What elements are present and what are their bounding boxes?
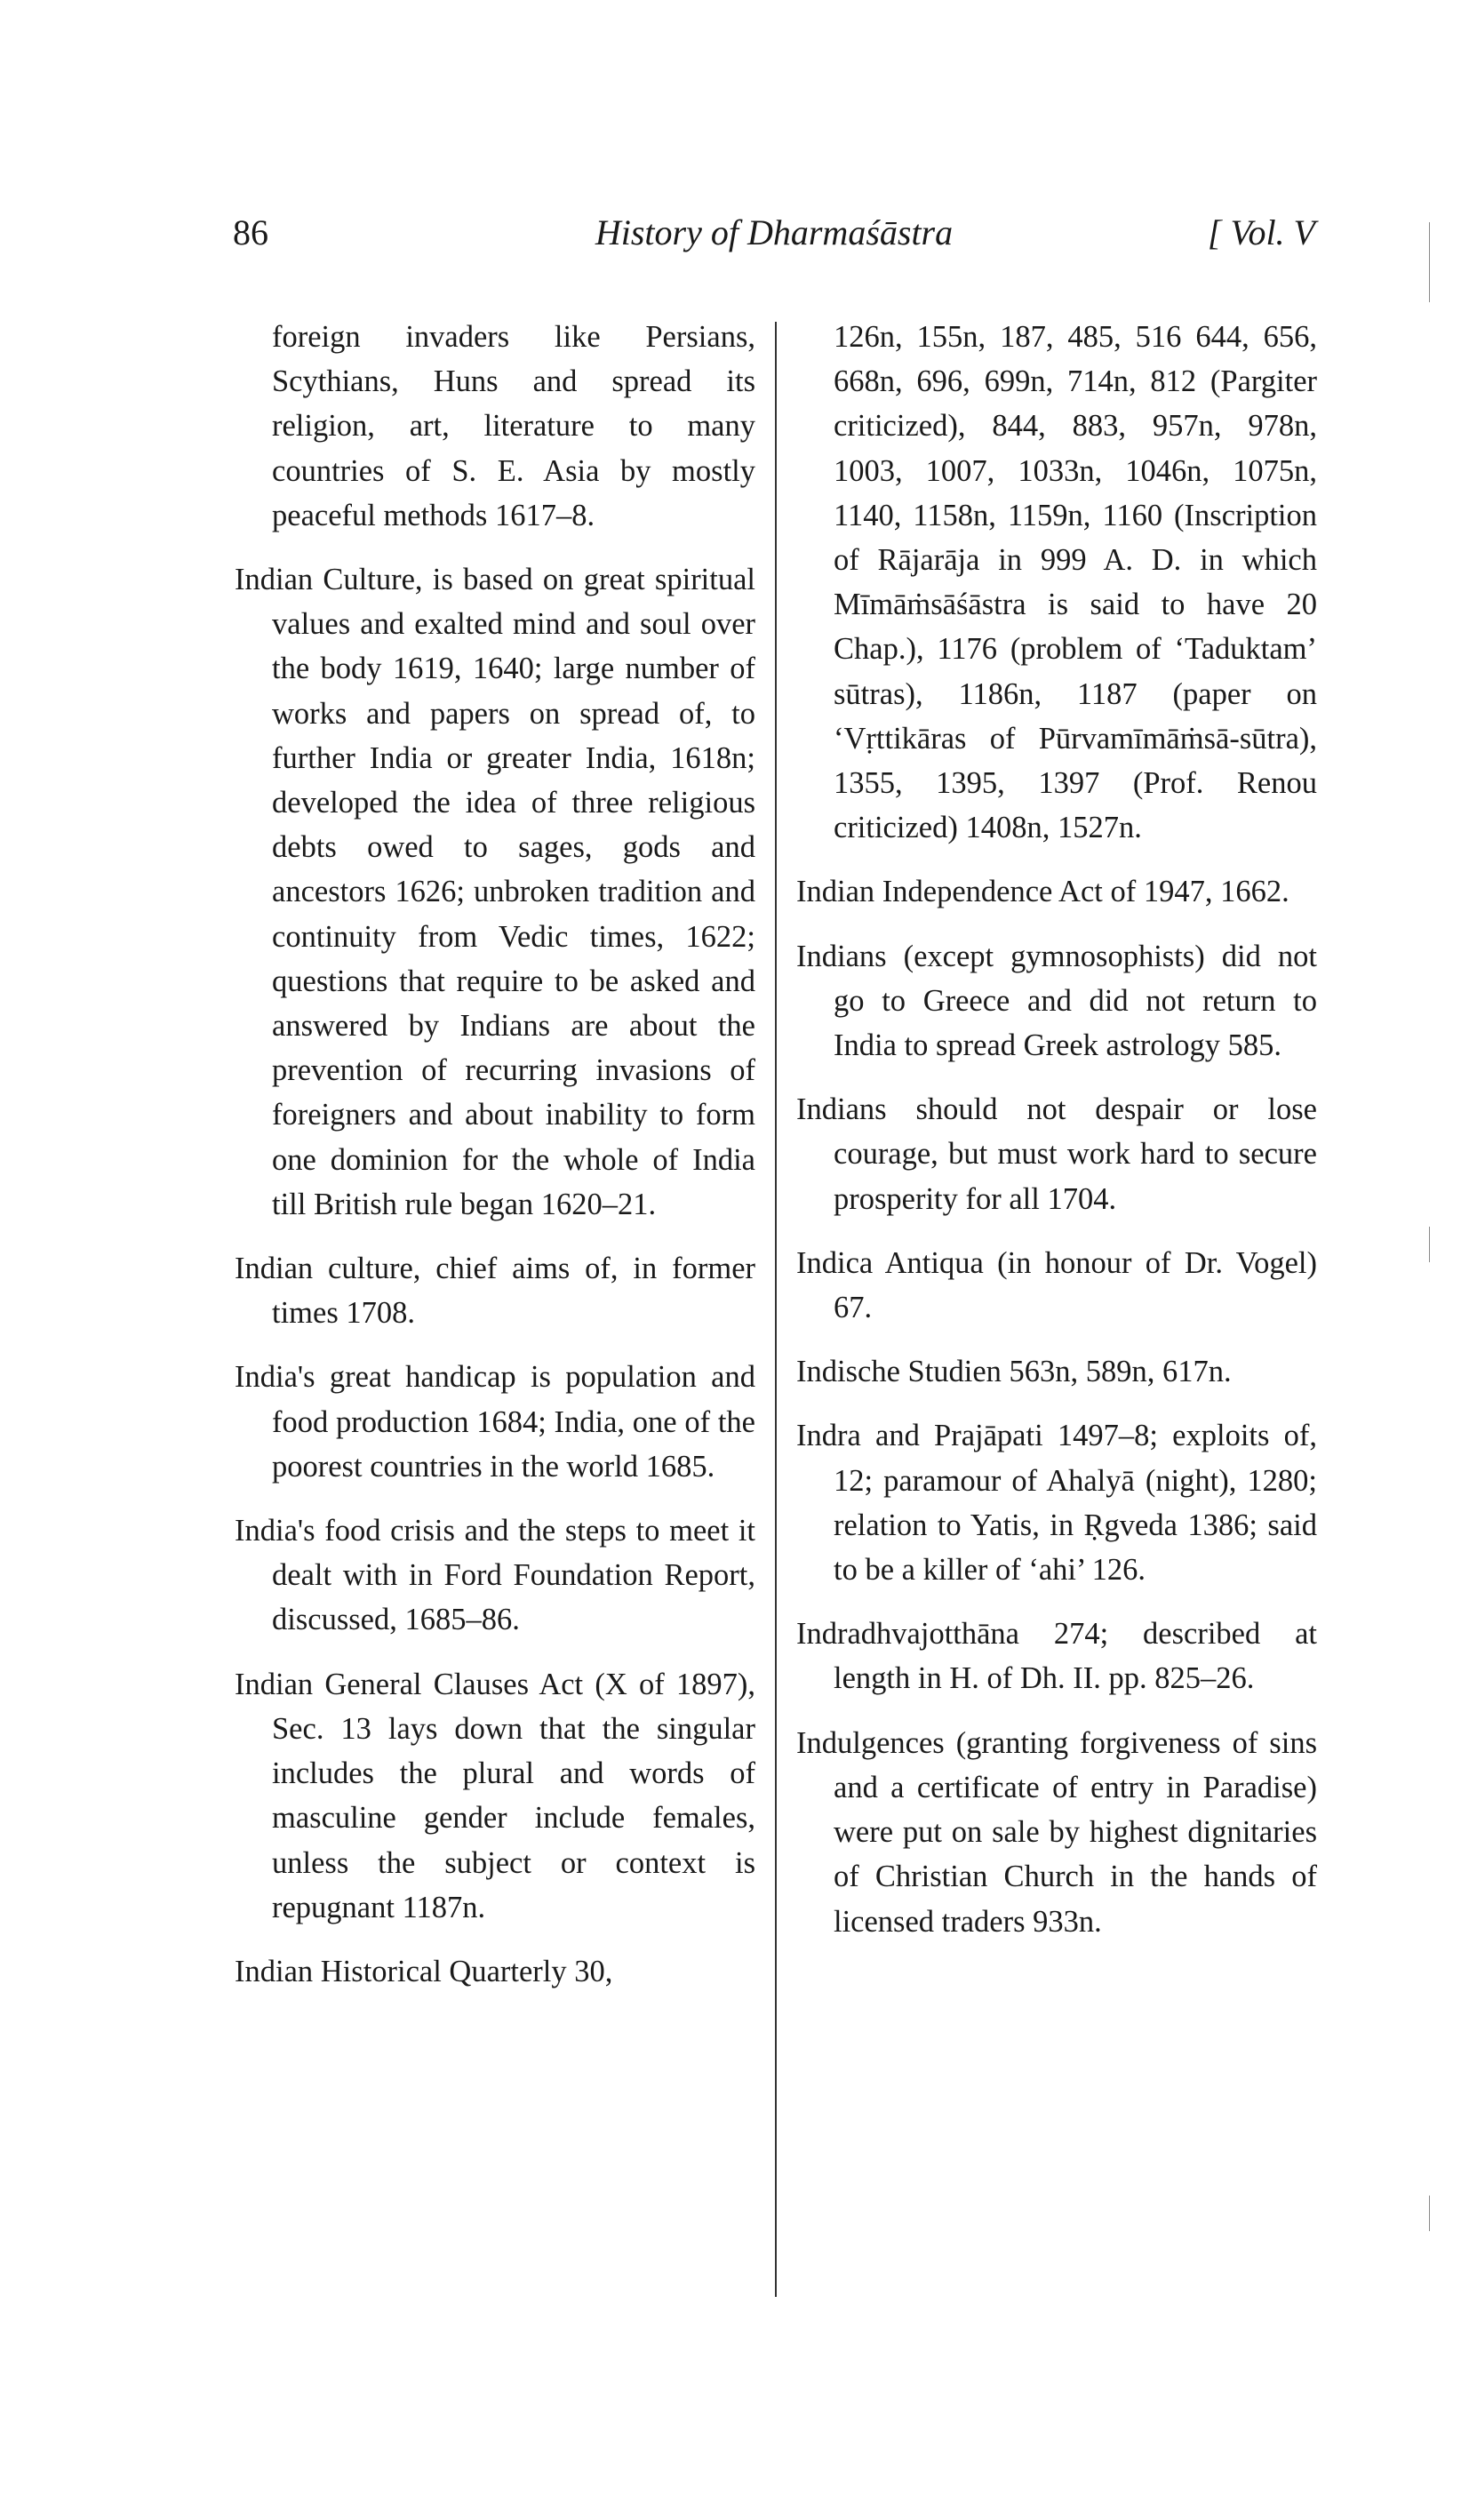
index-entry: foreign invaders like Persians, Scythians, Huns and spread its religion, art, literature to many countries of S. E. Asia by mostly peaceful methods 1617–8. (272, 320, 755, 532)
index-entry: 126n, 155n, 187, 485, 516 644, 656, 668n, 696, 699n, 714n, 812 (Pargiter criticized), 844, 883, 957n, 978n, 1003, 1007, 1033n, 1046n, 1075n, 1140, 1158n, 1159n, 1160 (Inscription of Rājarāja in 999 A. D. in which Mīmāṁsāśāstra is said to have 20 Chap.), 1176 (problem of ‘Taduktam’ sūtras), 1186n, 1187 (paper on ‘Vṛttikāras of Pūrvamīmāṁsā-sūtra), 1355, 1395, 1397 (Prof. Renou criticized) 1408n, 1527n. (834, 320, 1317, 845)
volume-label: [ Vol. V (1207, 212, 1315, 252)
left-column (235, 315, 755, 2013)
index-entry: India's great handicap is population and food production 1684; India, one of the poorest countries in the world 1685. (235, 1360, 755, 1484)
index-entry: Indian Independence Act of 1947, 1662. (796, 875, 1289, 909)
page-number: 86 (233, 212, 268, 252)
index-entry: Indian culture, chief aims of, in former times 1708. (235, 1252, 755, 1331)
right-column (796, 315, 1317, 1964)
index-entry: Indian Historical Quarterly 30, (235, 1954, 613, 1988)
page-header (233, 212, 1315, 274)
index-entry: India's food crisis and the steps to meet it dealt with in Ford Foundation Report, discussed, 1685–86. (235, 1514, 755, 1637)
index-entry: Indians should not despair or lose courage, but must work hard to secure prosperity for all 1704. (796, 1092, 1317, 1216)
index-entry: Indradhvajotthāna 274; described at length in H. of Dh. II. pp. 825–26. (796, 1617, 1317, 1696)
index-entry: Indian General Clauses Act (X of 1897), Sec. 13 lays down that the singular includes the plural and words of masculine gender include females, unless the subject or context is repugnant 1187n. (235, 1667, 755, 1924)
index-entry: Indian Culture, is based on great spiritual values and exalted mind and soul over the body 1619, 1640; large number of works and papers on spread of, to further India or greater India, 1618n; developed the idea of three religious debts owed to sages, gods and ancestors 1626; unbroken tradition and continuity from Vedic times, 1622; questions that require to be asked and answered by Indians are about the prevention of recurring invasions of foreigners and about inability to form one dominion for the whole of India till British rule began 1620–21. (235, 563, 755, 1221)
index-entry: Indica Antiqua (in honour of Dr. Vogel) 67. (796, 1245, 1317, 1325)
index-entry: Indians (except gymnosophists) did not go to Greece and did not return to India to spread Greek astrology 585. (796, 939, 1317, 1063)
scan-edge-mark (1429, 1227, 1430, 1262)
index-entry: Indra and Prajāpati 1497–8; exploits of, 12; paramour of Ahalyā (night), 1280; relation to Yatis, in Ṛgveda 1386; said to be a killer of ‘ahi’ 126. (796, 1419, 1317, 1588)
scan-edge-mark (1429, 222, 1430, 302)
index-entry: Indulgences (granting forgiveness of sins and a certificate of entry in Paradise) were put on sale by highest dignitaries of Christian Church in the hands of licensed traders 933n. (796, 1725, 1317, 1939)
scan-edge-mark (1429, 2196, 1430, 2231)
column-divider (775, 322, 777, 2297)
running-title: History of Dharmaśāstra (595, 212, 954, 252)
index-entry: Indische Studien 563n, 589n, 617n. (796, 1355, 1232, 1389)
